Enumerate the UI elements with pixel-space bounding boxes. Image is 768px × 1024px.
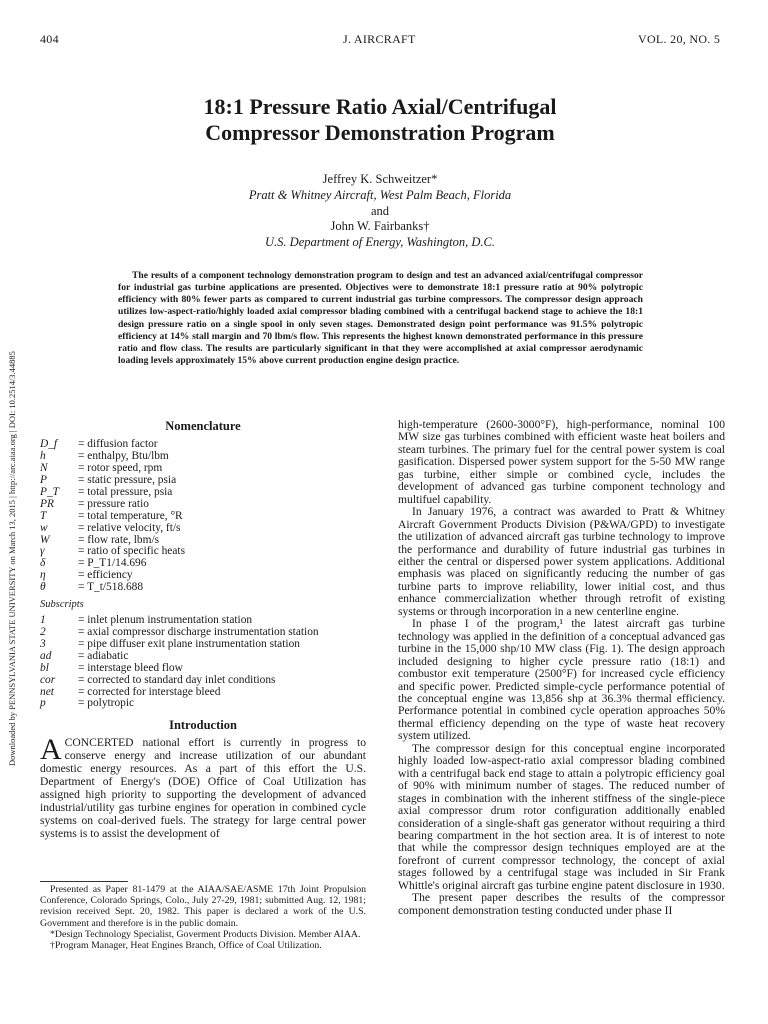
nomenclature-definition: = relative velocity, ft/s: [78, 521, 181, 534]
nomenclature-symbol: w: [40, 521, 48, 534]
nomenclature-definition: = rotor speed, rpm: [78, 462, 163, 475]
nomenclature-symbol: PR: [40, 497, 54, 510]
subscripts-heading: Subscripts: [40, 599, 84, 611]
volume-info: VOL. 20, NO. 5: [638, 32, 721, 46]
nomenclature-definition: = enthalpy, Btu/lbm: [78, 450, 169, 463]
right-paragraph-1: high-temperature (2600-3000°F), high-performance, nominal 100 MW size gas turbines combined with efficient waste heat boilers and steam turbines. The primary fuel for the central power system is coal gasification. Dispersed power system support for the 5-50 MW range gas turbine, either simple or combined cycle, includes the development of advanced gas turbine component technology and multifuel capability.: [398, 418, 725, 506]
subscript-definition: = polytropic: [78, 697, 135, 710]
nomenclature-definition: = static pressure, psia: [78, 474, 177, 487]
subscript-row: [40, 639, 366, 651]
introduction-heading: Introduction: [169, 718, 237, 733]
nomenclature-row: [40, 511, 366, 523]
author-2: John W. Fairbanks†: [330, 219, 430, 233]
footnote-2: *Design Technology Specialist, Goverment Products Division. Member AIAA.: [50, 928, 361, 940]
subscript-definition: = corrected for interstage bleed: [78, 685, 221, 698]
subscript-symbol: p: [40, 697, 46, 710]
title-line-1: 18:1 Pressure Ratio Axial/Centrifugal: [203, 94, 557, 119]
nomenclature-symbol: P_T: [40, 485, 59, 498]
right-paragraph-3: In phase I of the program,¹ the latest aircraft gas turbine technology was applied in the definition of a conceptual advanced gas turbine in the 15,000 shp/10 MW class (Fig. 1). The design approach included designing to higher cycle pressure ratio (18:1) and combustor exit temperature (2500°F) for increased cycle efficiency and specific power. Predicted simple-cycle performance potential of the conceptual engine was 13,856 shp at 36.3% thermal efficiency. Performance potential in combined cycle operation approaches 50% thermal efficiency depending on the type of waste heat recovery system utilized.: [398, 617, 725, 743]
footnotes: [40, 881, 366, 951]
subscript-symbol: 3: [40, 637, 46, 650]
journal-name: J. AIRCRAFT: [343, 32, 416, 46]
page-number: 404: [40, 32, 59, 46]
nomenclature-definition: = ratio of specific heats: [78, 545, 185, 558]
drop-cap: A: [40, 732, 62, 766]
subscript-symbol: net: [40, 685, 54, 698]
right-column: [398, 419, 725, 917]
nomenclature-symbol: N: [40, 462, 48, 475]
nomenclature-heading: Nomenclature: [165, 419, 241, 433]
introduction-text: CONCERTED national effort is currently in progress to conserve energy and increase utilization of our abundant domestic energy resources. As a part of this effort the U.S. Department of Energy's (DOE) Office of Coal Utilization has assigned high priority to supporting the development of advanced industrial/utility gas turbine engines for operation in combined cycle systems on coal-derived fuels. The strategy for large central power systems is to assist the development of: [40, 735, 366, 840]
affiliation-1: Pratt & Whitney Aircraft, West Palm Beach, Florida: [248, 188, 512, 202]
nomenclature-symbol: T: [40, 509, 47, 522]
subscript-row: [40, 675, 366, 687]
subscript-symbol: ad: [40, 649, 52, 662]
subscript-definition: = pipe diffuser exit plane instrumentation station: [78, 637, 300, 650]
nomenclature-definition: = P_T1/14.696: [78, 557, 147, 570]
download-note: Downloaded by PENNSYLVANIA STATE UNIVERSITY on March 13, 2015 | http://arc.aiaa.org | DOI: 10.2514/3.44885: [7, 351, 17, 766]
affiliation-2: U.S. Department of Energy, Washington, D.C.: [265, 235, 495, 249]
subscript-definition: = adiabatic: [78, 649, 129, 662]
subscript-definition: = interstage bleed flow: [78, 661, 183, 674]
nomenclature-row: [40, 499, 366, 511]
subscripts-list: [40, 615, 366, 710]
nomenclature-definition: = pressure ratio: [78, 497, 149, 510]
right-paragraph-2: In January 1976, a contract was awarded to Pratt & Whitney Aircraft Government Products Division (P&WA/GPD) to investigate the utilization of advanced aircraft gas turbine technology to improve the performance and durability of future industrial gas turbines in either the central or dispersed power system applications. Additional emphasis was placed on significantly reducing the number of gas turbine parts to improve reliability, lower initial cost, and thus enhance commercialization whether through retrofit of existing systems or through incorporation in a new centerline engine.: [398, 505, 725, 618]
subscript-symbol: cor: [40, 673, 56, 686]
subscript-row: [40, 698, 366, 710]
subscript-symbol: bl: [40, 661, 49, 674]
title-line-2: Compressor Demonstration Program: [205, 120, 555, 145]
nomenclature-symbol: D_f: [40, 438, 58, 451]
right-paragraph-5: The present paper describes the results of the compressor component demonstration testing conducted under phase II: [398, 891, 725, 917]
author-1: Jeffrey K. Schweitzer*: [322, 172, 438, 186]
abstract: The results of a component technology demonstration program to design and test an advanced axial/centrifugal compressor for industrial gas turbine applications are presented. Objectives were to demonstrate 18:1 pressure ratio at 90% polytropic efficiency with 80% fewer parts as compared to current industrial gas turbine compressors. The compressor design approach utilizes low-aspect-ratio/highly loaded axial compressor blading combined with a centrifugal backend stage to achieve the 18:1 design pressure ratio on a single spool in only seven stages. Demonstrated design point performance was 91.5% polytropic efficiency at 14% stall margin and 70 lbm/s flow. This represents the highest known demonstrated performance in this pressure ratio and flow class. The results are particularly significant in that they were accomplished at axial compressor aerodynamic loading levels approximately 15% above current production engine design practice.: [118, 270, 643, 367]
nomenclature-symbol: W: [40, 533, 50, 546]
nomenclature-definition: = efficiency: [78, 569, 133, 582]
nomenclature-row: [40, 582, 366, 594]
nomenclature-definition: = total pressure, psia: [78, 485, 173, 498]
subscript-definition: = inlet plenum instrumentation station: [78, 614, 253, 627]
nomenclature-definition: = T_t/518.688: [78, 581, 144, 594]
nomenclature-symbol: γ: [40, 545, 45, 558]
subscript-row: [40, 663, 366, 675]
and-separator: and: [370, 204, 390, 218]
subscript-symbol: 1: [40, 614, 46, 627]
footnote-3: †Program Manager, Heat Engines Branch, Office of Coal Utilization.: [50, 940, 322, 952]
right-paragraph-4: The compressor design for this conceptual engine incorporated highly loaded low-aspect-ratio axial compressor blading combined with a centrifugal back end stage to attain a polytropic efficiency goal of 90% with minimum number of stages. The reduced number of stages in combination with the inherent stiffness of the single-piece axial compressor drum rotor configuration additionally enabled consideration of a single-shaft gas generator without requiring a third bearing compartment in the hot section area. It is of interest to note that while the compressor design techniques employed are at the forefront of current compressor technology, the concept of axial stages followed by a centrifugal stage was included in Sir Frank Whittle's original aircraft gas turbine engine patent disclosure in 1930.: [398, 741, 725, 892]
introduction-paragraph: [40, 732, 366, 840]
nomenclature-list: [40, 439, 366, 594]
nomenclature-row: [40, 523, 366, 535]
subscript-symbol: 2: [40, 625, 46, 638]
footnote-1: Presented as Paper 81-1479 at the AIAA/SAE/ASME 17th Joint Propulsion Conference, Colorado Springs, Colo., July 27-29, 1981; submitted Aug. 12, 1981; revision received Sept. 20, 1982. This paper is declared a work of the U.S. Government and therefore is in the public domain.: [40, 884, 366, 929]
subscript-definition: = corrected to standard day inlet conditions: [78, 673, 276, 686]
nomenclature-definition: = diffusion factor: [78, 438, 158, 451]
subscript-row: [40, 651, 366, 663]
left-column: [40, 420, 366, 840]
nomenclature-definition: = flow rate, lbm/s: [78, 533, 160, 546]
nomenclature-symbol: η: [40, 569, 46, 582]
nomenclature-symbol: P: [40, 474, 47, 487]
nomenclature-definition: = total temperature, °R: [78, 509, 183, 522]
nomenclature-symbol: h: [40, 450, 46, 463]
nomenclature-symbol: θ: [40, 581, 46, 594]
subscript-definition: = axial compressor discharge instrumentation station: [78, 625, 319, 638]
nomenclature-symbol: δ: [40, 557, 46, 570]
